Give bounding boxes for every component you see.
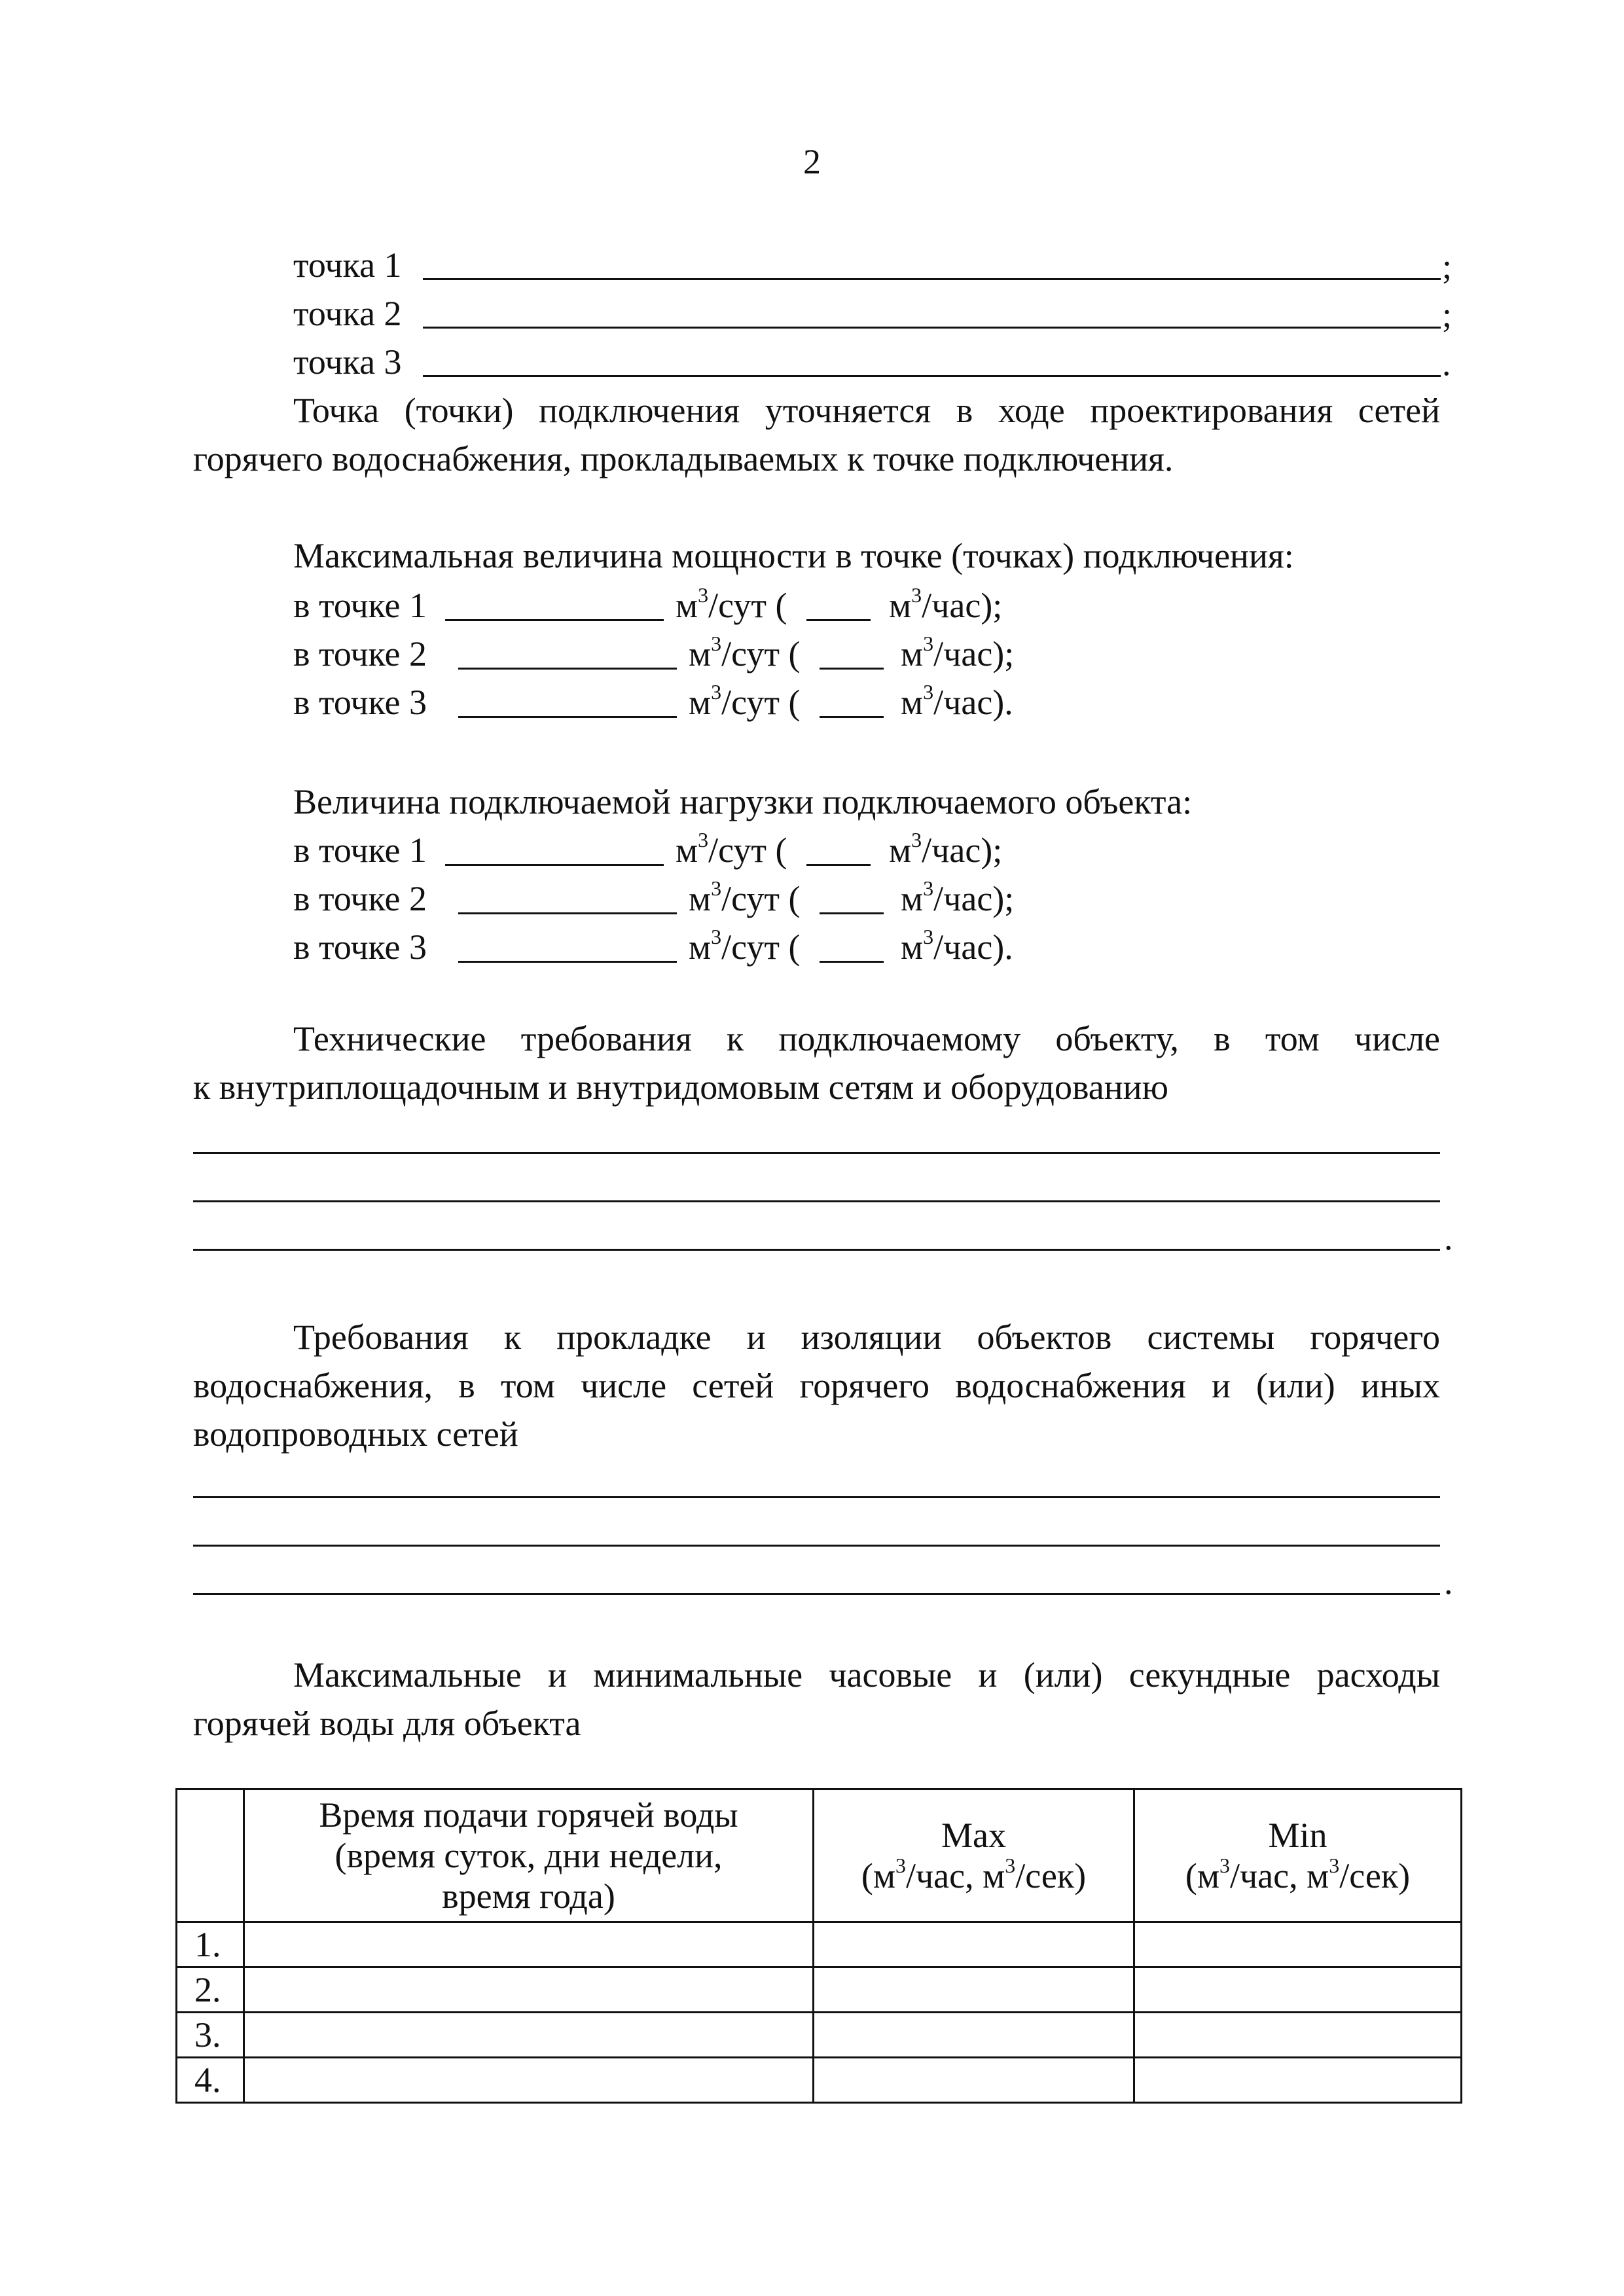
header-max-unit: ($м^3$/час, $м^3/сек$) (861, 1854, 1087, 1895)
time-cell[interactable] (244, 2013, 814, 2058)
tech-requirements-line-1: Технические требования к подключаемому объекту, в том числе (293, 1019, 1440, 1058)
load-heading: Величина подключаемой нагрузки подключаемого объекта: (293, 782, 1193, 821)
max-power-row-1-hour-field[interactable] (806, 619, 871, 621)
max-power-row-2-day-field[interactable] (458, 668, 677, 670)
tech-requirements-field-3[interactable] (193, 1249, 1440, 1251)
time-cell[interactable] (244, 2058, 814, 2103)
load-row-2-hour-unit: $м^3/час$); (901, 876, 1015, 918)
header-number-cell (177, 1789, 244, 1922)
load-row-2-day-field[interactable] (458, 912, 677, 914)
point-3-field[interactable] (423, 375, 1441, 377)
header-min-title: Min (1268, 1816, 1327, 1855)
page-number: 2 (803, 142, 821, 181)
max-power-row-2-hour-unit: $м^3/час$); (901, 632, 1015, 673)
flows-line-2: горячей воды для объекта (193, 1704, 581, 1743)
header-max-title: Max (941, 1816, 1006, 1855)
flow-table-header (177, 1789, 1462, 1922)
load-row-2-hour-field[interactable] (820, 912, 884, 914)
load-row-3-label: в точке 3 (293, 927, 427, 967)
load-row-1-hour-field[interactable] (806, 864, 871, 866)
max-power-row-1-day-field[interactable] (445, 619, 664, 621)
max-cell[interactable] (814, 2013, 1134, 2058)
laying-requirements-field-1[interactable] (193, 1496, 1440, 1498)
max-power-heading: Максимальная величина мощности в точке (точках) подключения: (293, 536, 1294, 575)
point-3-label: точка 3 (293, 342, 402, 382)
header-time (244, 1789, 814, 1922)
load-row-2-label: в точке 2 (293, 879, 427, 918)
max-power-row-3-day-unit: $м^3$/сут ( (689, 680, 801, 722)
max-cell[interactable] (814, 2058, 1134, 2103)
time-cell[interactable] (244, 1967, 814, 2013)
time-cell[interactable] (244, 1922, 814, 1967)
point-3-end: . (1442, 344, 1451, 383)
table-row (177, 1922, 1462, 1967)
laying-requirements-field-3[interactable] (193, 1593, 1440, 1595)
load-row-1-day-field[interactable] (445, 864, 664, 866)
max-power-row-2-hour-field[interactable] (820, 668, 884, 670)
point-1-end: ; (1442, 247, 1453, 286)
header-min-unit: ($м^3$/час, $м^3/сек$) (1185, 1854, 1411, 1895)
table-row (177, 2058, 1462, 2103)
max-power-row-3-day-field[interactable] (458, 716, 677, 718)
max-power-row-3-label: в точке 3 (293, 683, 427, 722)
load-row-1-day-unit: $м^3$/сут ( (676, 828, 787, 870)
laying-requirements-end: . (1444, 1562, 1453, 1602)
header-time-line-2: (время суток, дни недели, (334, 1836, 723, 1875)
point-note-line-1: Точка (точки) подключения уточняется в ходе проектирования сетей (293, 391, 1440, 430)
laying-requirements-line-1: Требования к прокладке и изоляции объектов системы горячего (293, 1318, 1440, 1357)
load-row-3-day-unit: $м^3$/сут ( (689, 925, 801, 967)
point-2-field[interactable] (423, 327, 1441, 329)
max-power-row-3-hour-field[interactable] (820, 716, 884, 718)
load-row-3-day-field[interactable] (458, 961, 677, 963)
point-2-end: ; (1442, 295, 1453, 334)
max-cell[interactable] (814, 1922, 1134, 1967)
min-cell[interactable] (1134, 1922, 1462, 1967)
laying-requirements-line-2: водоснабжения, в том числе сетей горячего водоснабжения и (или) иных (193, 1366, 1440, 1405)
header-time-line-3: время года) (442, 1876, 615, 1916)
max-power-row-1-day-unit: $м^3$/сут ( (676, 583, 787, 625)
laying-requirements-field-2[interactable] (193, 1545, 1440, 1547)
max-power-row-2-label: в точке 2 (293, 634, 427, 673)
max-power-row-1-hour-unit: $м^3/час$); (889, 583, 1003, 625)
table-row (177, 1967, 1462, 2013)
max-power-row-3-hour-unit: $м^3/час$). (901, 680, 1013, 722)
min-cell[interactable] (1134, 2013, 1462, 2058)
row-number: 2. (177, 1967, 244, 2013)
table-row (177, 2013, 1462, 2058)
flows-line-1: Максимальные и минимальные часовые и (или) секундные расходы (293, 1655, 1440, 1695)
row-number: 1. (177, 1922, 244, 1967)
point-1-label: точка 1 (293, 245, 402, 285)
header-time-line-1: Время подачи горячей воды (319, 1795, 738, 1835)
laying-requirements-line-3: водопроводных сетей (193, 1414, 518, 1454)
load-row-3-hour-field[interactable] (820, 961, 884, 963)
load-row-1-label: в точке 1 (293, 831, 427, 870)
point-1-field[interactable] (423, 278, 1441, 280)
row-number: 4. (177, 2058, 244, 2103)
point-2-label: точка 2 (293, 294, 402, 333)
max-power-row-2-day-unit: $м^3$/сут ( (689, 632, 801, 673)
min-cell[interactable] (1134, 2058, 1462, 2103)
tech-requirements-line-2: к внутриплощадочным и внутридомовым сетям и оборудованию (193, 1067, 1168, 1107)
row-number: 3. (177, 2013, 244, 2058)
point-note-line-2: горячего водоснабжения, прокладываемых к точке подключения. (193, 439, 1174, 478)
min-cell[interactable] (1134, 1967, 1462, 2013)
tech-requirements-field-2[interactable] (193, 1200, 1440, 1202)
max-power-row-1-label: в точке 1 (293, 586, 427, 625)
flow-table (175, 1788, 1462, 2104)
load-row-1-hour-unit: $м^3/час$); (889, 828, 1003, 870)
tech-requirements-end: . (1444, 1218, 1453, 1257)
tech-requirements-field-1[interactable] (193, 1152, 1440, 1154)
header-min (1134, 1789, 1462, 1922)
load-row-3-hour-unit: $м^3/час$). (901, 925, 1013, 967)
max-cell[interactable] (814, 1967, 1134, 2013)
header-max (814, 1789, 1134, 1922)
load-row-2-day-unit: $м^3$/сут ( (689, 876, 801, 918)
